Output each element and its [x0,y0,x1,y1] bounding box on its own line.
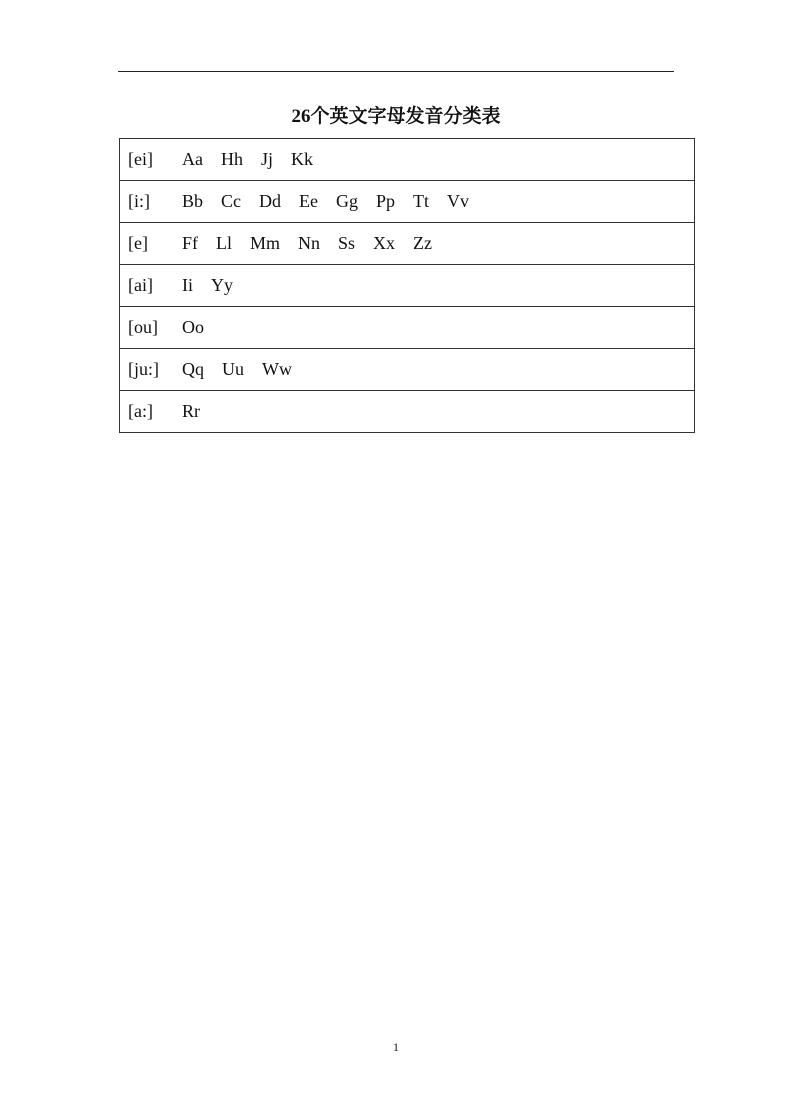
phoneme-label: [ou] [128,317,158,337]
phoneme-label: [ei] [128,149,153,169]
phoneme-label: [a:] [128,401,153,421]
letter-pair: Ee [299,191,318,211]
letter-pair: Qq [182,359,204,379]
letter-pair: Vv [447,191,470,211]
letter-pair: Zz [413,233,433,253]
letter-pair: Yy [211,275,233,295]
letter-pair: Mm [250,233,281,253]
letter-pair: Ss [338,233,356,253]
table-cell [120,307,695,349]
letter-pair: Nn [298,233,321,253]
letter-pair: Ll [216,233,233,253]
letter-pair: Ii [182,275,193,295]
table-row [120,139,695,181]
letter-pair: Hh [221,149,243,169]
table-cell [120,265,695,307]
phonics-table [119,138,695,433]
letter-pair: Xx [373,233,396,253]
table-cell [120,181,695,223]
letter-pair: Dd [259,191,282,211]
table-row [120,349,695,391]
letter-pair: Oo [182,317,204,337]
letter-pair: Aa [182,149,203,169]
letter-pair: Bb [182,191,204,211]
phoneme-label: [ju:] [128,359,159,379]
table-row [120,265,695,307]
letter-pair: Tt [413,191,430,211]
letter-pair: Rr [182,401,200,421]
table-cell [120,391,695,433]
page-number: 1 [393,1040,399,1054]
letter-pair: Gg [336,191,358,211]
phoneme-label: [i:] [128,191,150,211]
phoneme-label: [ai] [128,275,153,295]
table-row [120,223,695,265]
letter-pair: Pp [376,191,396,211]
letter-pair: Ff [182,233,199,253]
header-rule [118,71,674,72]
table-row [120,181,695,223]
letter-pair: Ww [262,359,292,379]
table-row [120,391,695,433]
table-cell [120,139,695,181]
letter-pair: Uu [222,359,244,379]
document-title: 26个英文字母发音分类表 [291,106,501,127]
letter-pair: Cc [221,191,242,211]
table-row [120,307,695,349]
letter-pair: Jj [261,149,274,169]
table-cell [120,349,695,391]
letter-pair: Kk [291,149,314,169]
table-cell [120,223,695,265]
phoneme-label: [e] [128,233,148,253]
